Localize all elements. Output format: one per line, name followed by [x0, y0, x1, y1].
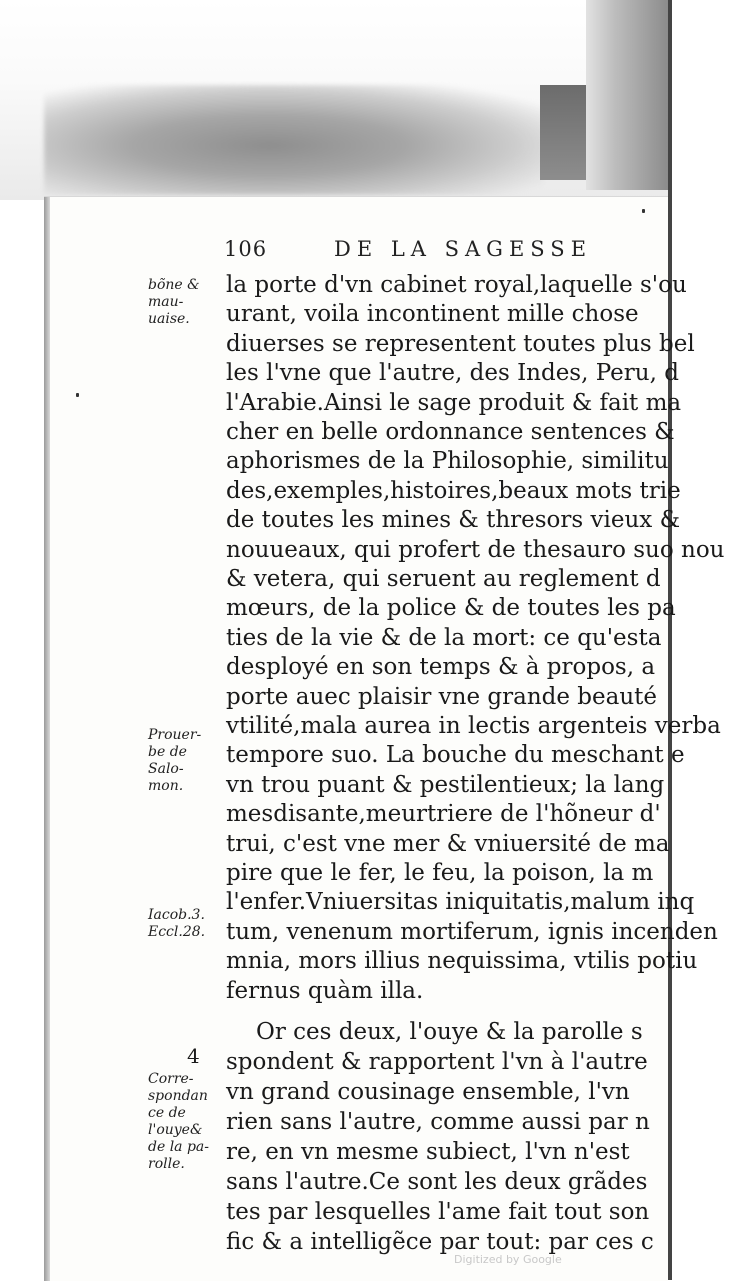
scan-block	[586, 0, 668, 190]
text-line: cher en belle ordonnance sentences &	[226, 419, 675, 445]
page-number: 106	[224, 237, 268, 261]
text-line: fic & a intelligẽce par tout: par ces c	[226, 1229, 654, 1255]
text-line: tempore suo. La bouche du meschant e	[226, 742, 685, 769]
text-line: fernus quàm illa.	[226, 977, 424, 1004]
text-line: sans l'autre.Ce sont les deux grãdes	[226, 1169, 648, 1195]
scan-shadow	[44, 85, 544, 195]
page-gutter	[44, 197, 50, 1281]
text-line: pire que le fer, le feu, la poison, la m	[226, 860, 654, 886]
text-line: la porte d'vn cabinet royal,laquelle s'ou	[226, 272, 687, 298]
text-line: desployé en son temps & à propos, a	[226, 654, 656, 681]
text-line: l'enfer.Vniuersitas iniquitatis,malum inq	[226, 889, 695, 916]
text-line: aphorismes de la Philosophie, similitu	[226, 448, 669, 475]
text-line: trui, c'est vne mer & vniuersité de ma	[226, 830, 670, 857]
text-line: vn grand cousinage ensemble, l'vn	[226, 1079, 630, 1105]
text-line: urant, voila incontinent mille chose	[226, 301, 639, 328]
text-line: mœurs, de la police & de toutes les pa	[226, 595, 676, 622]
text-line: des,exemples,histoires,beaux mots trie	[226, 477, 681, 504]
text-line: l'Arabie.Ainsi le sage produit & fait ma	[226, 389, 682, 416]
text-line: porte auec plaisir vne grande beauté	[226, 683, 658, 710]
text-line: tum, venenum mortiferum, ignis incenden	[226, 918, 718, 945]
text-line: vtilité,mala aurea in lectis argenteis verba	[226, 713, 721, 739]
text-line: mesdisante,meurtriere de l'hõneur d'	[226, 801, 661, 828]
text-line: mnia, mors illius nequissima, vtilis potiu	[226, 948, 698, 975]
text-line: re, en vn mesme subiect, l'vn n'est	[226, 1139, 630, 1165]
text-line: Or ces deux, l'ouye & la parolle s	[256, 1019, 643, 1045]
margin-note: bõne & mau- uaise.	[148, 277, 200, 327]
margin-note: Iacob.3. Eccl.28.	[148, 907, 206, 940]
book-page	[44, 196, 725, 1281]
text-line: ties de la vie & de la mort: ce qu'esta	[226, 624, 662, 651]
text-line: rien sans l'autre, comme aussi par n	[226, 1109, 650, 1135]
text-line: diuerses se representent toutes plus bel	[226, 330, 695, 357]
section-number: 4	[187, 1044, 200, 1068]
text-line: & vetera, qui seruent au reglement d	[226, 566, 661, 592]
text-line: tes par lesquelles l'ame fait tout son	[226, 1199, 650, 1225]
watermark: Digitized by Google	[454, 1253, 562, 1266]
text-line: de toutes les mines & thresors vieux &	[226, 507, 681, 534]
scan-block-inner	[540, 85, 586, 180]
margin-note: Corre- spondan ce de l'ouye& de la pa- rolle.	[148, 1071, 210, 1172]
text-line: nouueaux, qui profert de thesauro suo nou	[226, 536, 725, 563]
ink-speck	[642, 209, 645, 213]
ink-speck	[76, 393, 79, 397]
text-line: vn trou puant & pestilentieux; la lang	[226, 771, 665, 798]
text-line: les l'vne que l'autre, des Indes, Peru, d	[226, 360, 679, 387]
margin-note: Prouer- be de Salo- mon.	[148, 727, 202, 794]
running-title: DE LA SAGESSE	[334, 237, 593, 261]
text-line: spondent & rapportent l'vn à l'autre	[226, 1049, 648, 1075]
